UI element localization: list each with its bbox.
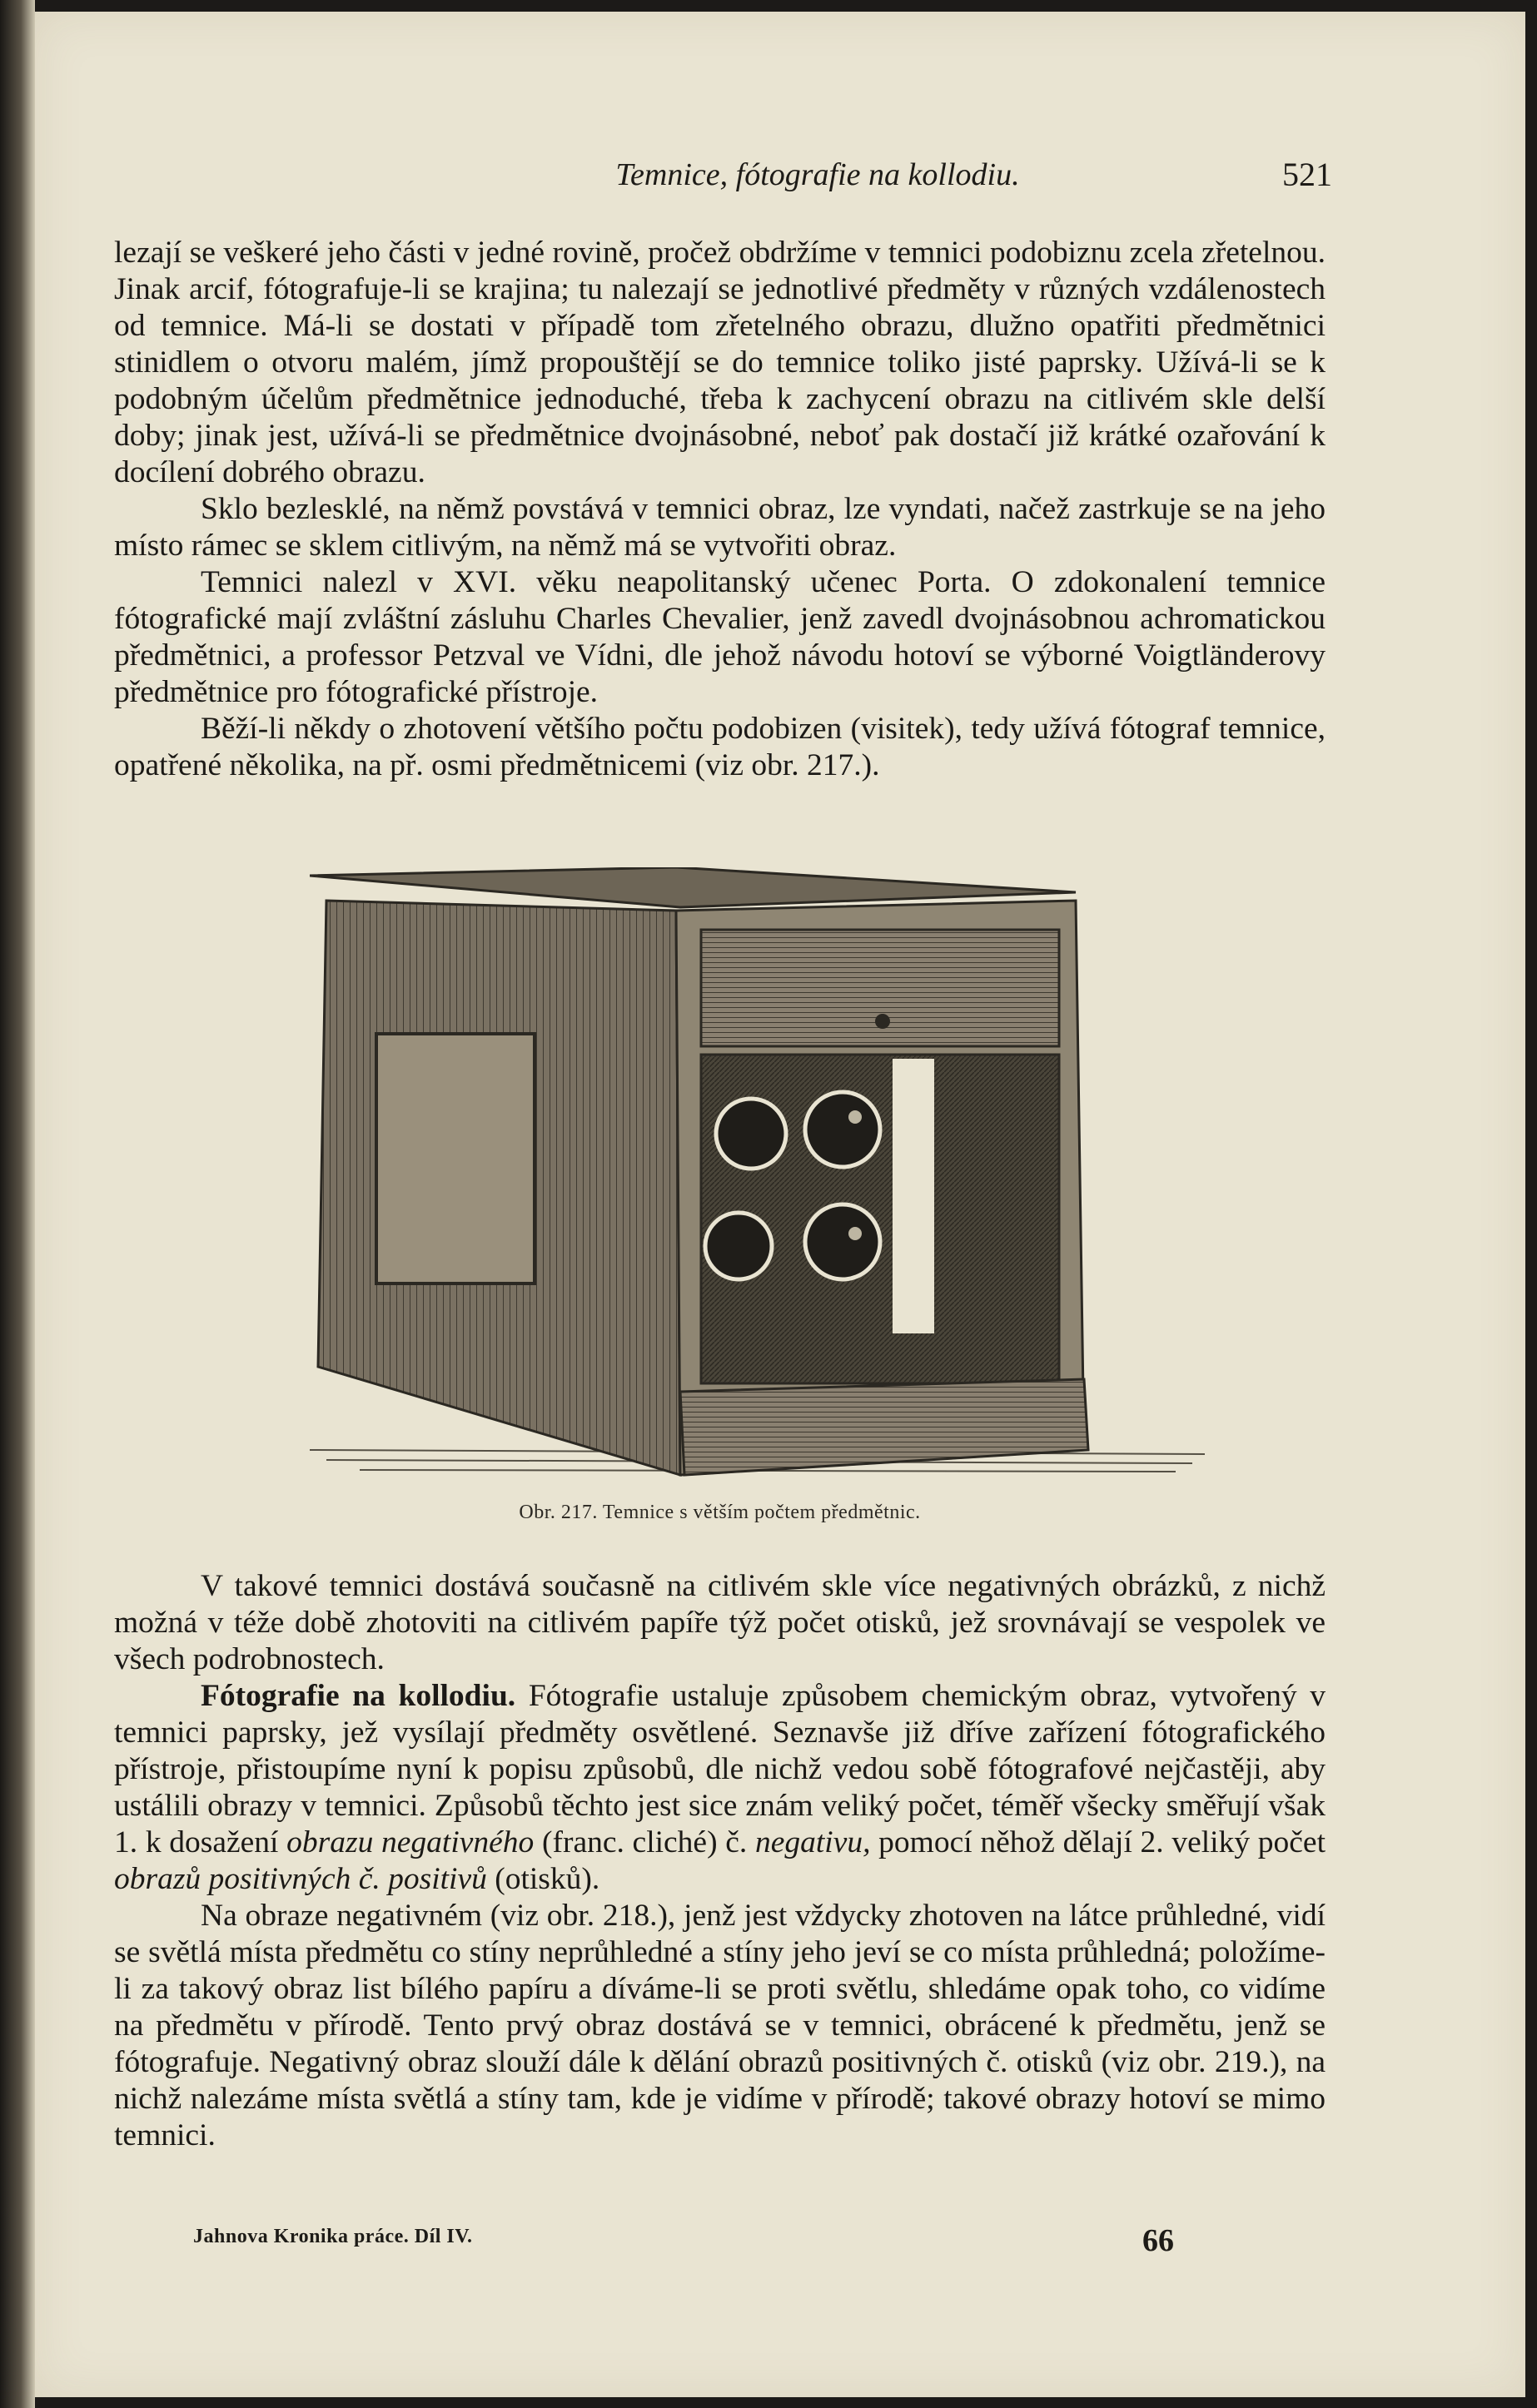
italic-term: obrazu negativného [286,1825,535,1859]
figure-camera-illustration [310,867,1205,1492]
text-run: Fótografie ustaluje způsobem chemickým obraz, vytvořený v temnici paprsky, jež vysílají předměty osvětlené. Seznavše již dříve zařízení fótografického přístroje, přistoupíme nyní k popisu způsobů, dle nichž vedou sobě fótografové nejčastěji, aby ustálili obrazy v temnici. Způsobů těchto jest sice znám veliký počet, téměř všecky směřují však 1. k dosažení [114,1679,1326,1859]
paragraph-photography-collodion [114,1678,1326,1898]
section-term: Fótografie na kollodiu. [201,1679,516,1713]
top-text-block [114,235,1326,784]
book-gutter [0,0,35,2408]
italic-term: obrazů positivných č. positivů [114,1862,487,1896]
paragraph: Sklo bezlesklé, na němž povstává v temnici obraz, lze vyndati, načež zastrkuje se na jeho místo rámec se sklem citlivým, na němž má se vytvořiti obraz. [114,492,1326,563]
bottom-text-block [114,1568,1326,2154]
figure-caption: Obr. 217. Temnice s větším počtem předmětnic. [519,1502,921,1523]
paragraph: Temnici nalezl v XVI. věku neapolitanský učenec Porta. O zdokonalení temnice fótografické mají zvláštní zásluhu Charles Chevalier, jenž zavedl dvojnásobnou achromatickou předmětnici, a professor Petzval ve Vídni, dle jehož návodu hotoví se výborné Voigtländerovy předmětnice pro fótografické přístroje. [114,565,1326,709]
paragraph: Běží-li někdy o zhotovení většího počtu podobizen (visitek), tedy užívá fótograf temnice, opatřené několika, na př. osmi předmětnicemi (viz obr. 217.). [114,712,1326,782]
italic-term: negativu, [754,1825,871,1859]
text-run: pomocí něhož dělají 2. veliký počet [870,1825,1326,1859]
paragraph: lezají se veškeré jeho části v jedné rovině, pročež obdržíme v temnici podobiznu zcela zřetelnou. Jinak arcif, fótografuje-li se krajina; tu nalezají se jednotlivé předměty v různých vzdálenostech od temnice. Má-li se dostati v případě tom zřetelného obrazu, dlužno opatřiti předmětnici stinidlem o otvoru malém, jímž propouštějí se do temnice toliko jisté paprsky. Užívá-li se k podobným účelům předmětnice jednoduché, třeba k zachycení obrazu na citlivém skle delší doby; jinak jest, užívá-li se předmětnice dvojnásobné, neboť pak dostačí již krátké ozařování k docílení dobrého obrazu. [114,236,1326,489]
signature-mark: 66 [1142,2223,1174,2258]
text-run: (franc. cliché) č. [534,1825,755,1859]
paragraph: V takové temnici dostává současně na citlivém skle více negativných obrázků, z nichž možná v téže době zhotoviti na citlivém papíře týž počet otisků, jež srovnávají se vespolek ve všech podrobnostech. [114,1569,1326,1676]
page-header [35,145,1525,195]
running-title: Temnice, fótografie na kollodiu. [615,157,1020,192]
book-page [35,12,1525,2397]
book-title-footer: Jahnova Kronika práce. Díl IV. [193,2226,473,2247]
paragraph: Na obraze negativném (viz obr. 218.), jenž jest vždycky zhotoven na látce průhledné, vidí se světlá místa předmětu co stíny neprůhledné a stíny jeho jeví se co místa průhledná; položíme-li za takový obraz list bílého papíru a díváme-li se proti světlu, shledáme opak toho, co vidíme na předmětu v přírodě. Tento prvý obraz dostává se v temnici, obrácené k předmětu, jenž se fótografuje. Negativný obraz slouží dále k dělání obrazů positivných č. otisků (viz obr. 219.), na nichž nalezáme místa světlá a stíny tam, kde je vidíme v přírodě; takové obrazy hotoví se mimo temnici. [114,1899,1326,2152]
text-run: (otisků). [486,1862,600,1896]
page-number: 521 [1282,156,1332,193]
